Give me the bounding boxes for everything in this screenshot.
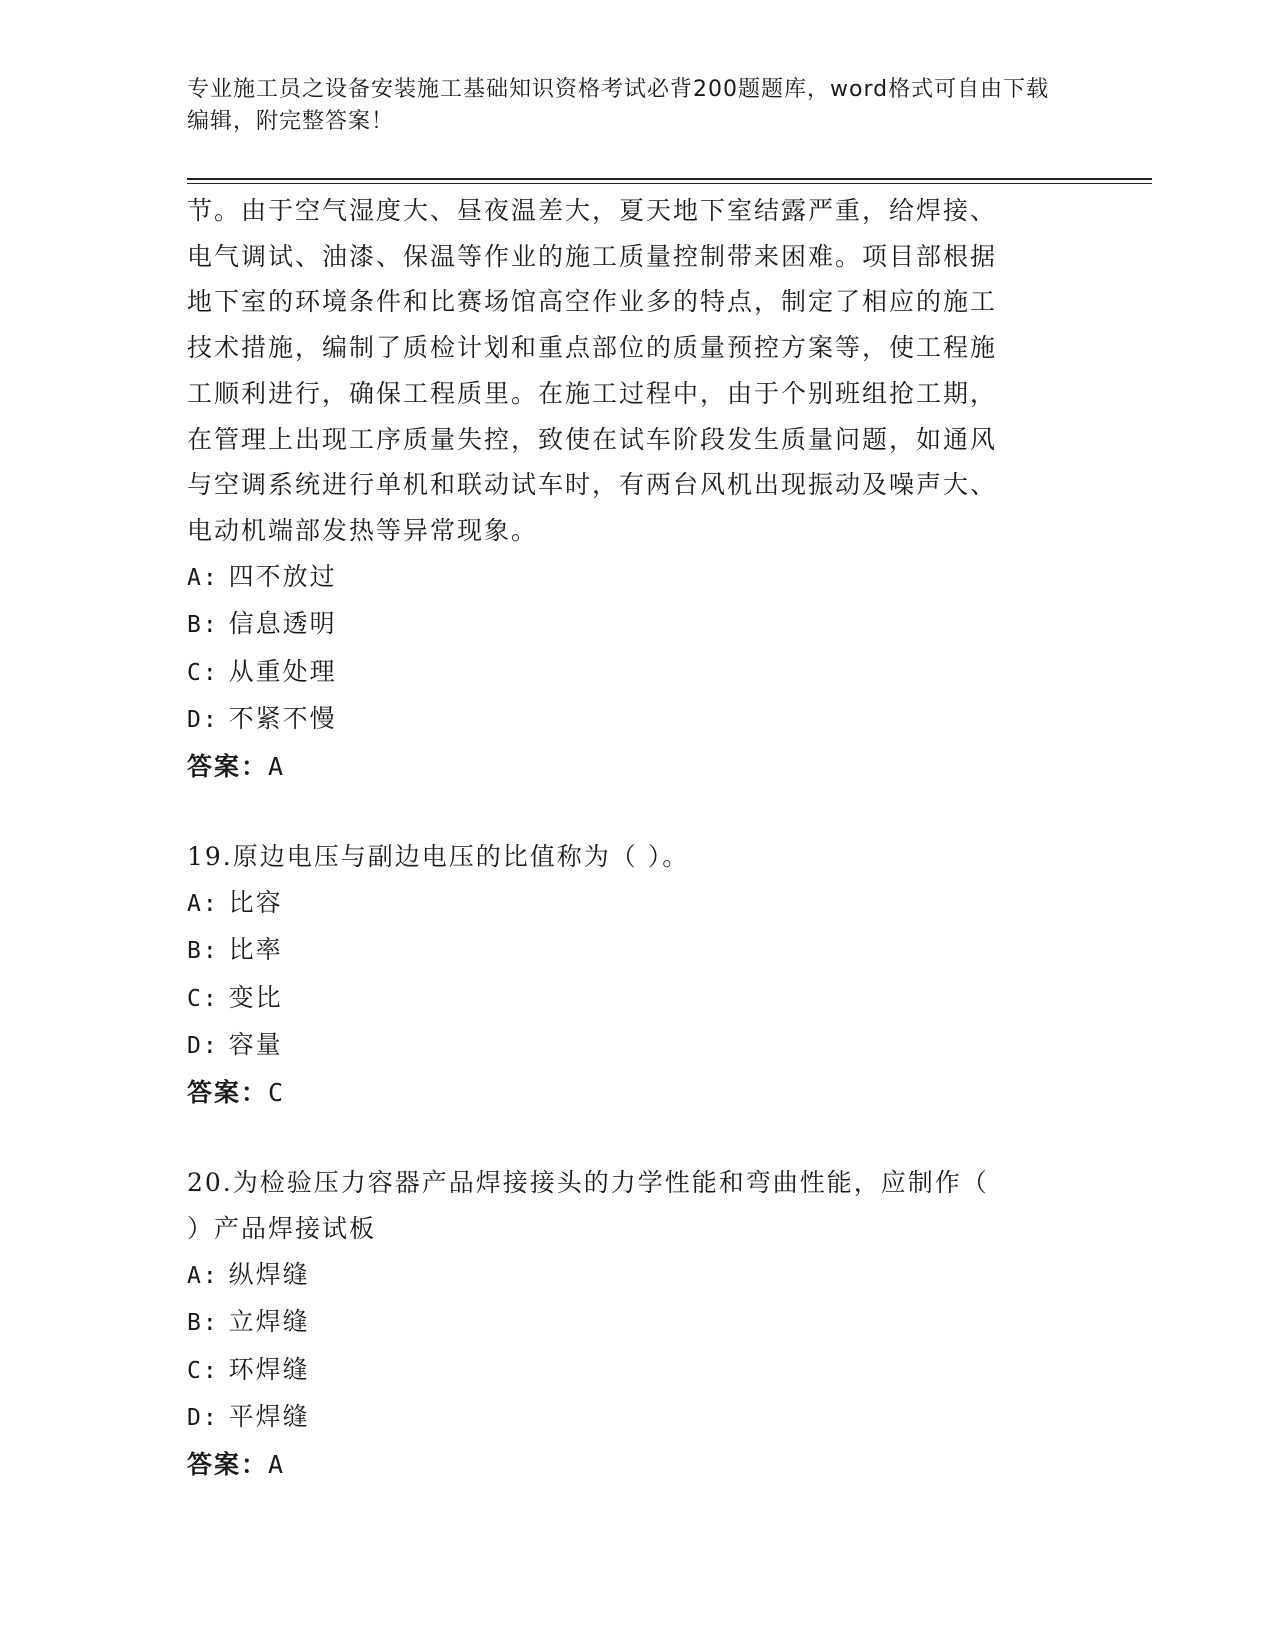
question-text: 19.原边电压与副边电压的比值称为（ ）。 [187, 842, 690, 872]
option-c [187, 975, 1067, 1023]
option-text: 从重处理 [228, 656, 337, 686]
option-letter: C: [187, 659, 219, 686]
option-b [187, 1299, 1067, 1347]
spacer [187, 789, 1067, 834]
question-text-line: 在管理上出现工序质量失控，致使在试车阶段发生质量问题，如通风 [187, 424, 998, 454]
option-text: 环焊缝 [228, 1354, 310, 1384]
option-letter: A: [187, 890, 219, 917]
option-letter: B: [187, 938, 219, 965]
option-c [187, 649, 1067, 697]
question-18 [187, 188, 1067, 789]
option-text: 立焊缝 [228, 1307, 310, 1337]
option-letter: D: [187, 1033, 219, 1060]
question-text-line: 工顺利进行，确保工程质里。在施工过程中，由于个别班组抢工期， [187, 378, 998, 408]
option-text: 比率 [228, 935, 283, 965]
option-c [187, 1347, 1067, 1395]
question-19 [187, 834, 1067, 1115]
question-text-line: 节。由于空气湿度大、昼夜温差大，夏天地下室结露严重，给焊接、 [187, 196, 998, 225]
option-letter: C: [187, 1357, 219, 1384]
option-letter: A: [187, 564, 219, 591]
option-text: 四不放过 [228, 561, 337, 591]
answer [187, 1442, 1067, 1488]
option-text: 比容 [228, 887, 283, 917]
option-letter: B: [187, 612, 219, 639]
header-divider-thick [187, 178, 1152, 180]
question-content [187, 188, 1067, 1487]
option-letter: D: [187, 707, 219, 734]
answer-label: 答案： [187, 751, 269, 781]
question-text-line: 电动机端部发热等异常现象。 [187, 515, 539, 545]
option-text: 平焊缝 [228, 1402, 310, 1432]
option-text: 不紧不慢 [228, 704, 337, 734]
question-text-line: ）产品焊接试板 [187, 1214, 377, 1244]
question-text-line: 与空调系统进行单机和联动试车时，有两台风机出现振动及噪声大、 [187, 470, 998, 500]
option-a [187, 1252, 1067, 1300]
answer-value: A [268, 1449, 286, 1479]
option-b [187, 927, 1067, 975]
option-d [187, 1022, 1067, 1070]
question-20 [187, 1160, 1067, 1487]
option-letter: B: [187, 1310, 219, 1337]
option-b [187, 601, 1067, 649]
answer-value: A [268, 751, 286, 781]
option-text: 纵焊缝 [228, 1259, 310, 1289]
option-a [187, 554, 1067, 602]
option-text: 变比 [228, 982, 283, 1012]
option-text: 容量 [228, 1030, 283, 1060]
answer [187, 1070, 1067, 1116]
option-letter: D: [187, 1405, 219, 1432]
option-letter: A: [187, 1262, 219, 1289]
header-divider-thin [187, 183, 1152, 184]
option-a [187, 880, 1067, 928]
question-text-line: 20.为检验压力容器产品焊接接头的力学性能和弯曲性能，应制作（ [187, 1168, 989, 1198]
option-text: 信息透明 [228, 609, 337, 639]
answer [187, 744, 1067, 790]
answer-label: 答案： [187, 1077, 269, 1107]
option-d [187, 696, 1067, 744]
option-d [187, 1394, 1067, 1442]
question-text-line: 地下室的环境条件和比赛场馆高空作业多的特点，制定了相应的施工 [187, 287, 998, 317]
document-header [187, 74, 1067, 138]
spacer [187, 1115, 1067, 1160]
answer-value: C [268, 1077, 286, 1107]
question-text-line: 技术措施，编制了质检计划和重点部位的质量预控方案等，使工程施 [187, 333, 998, 363]
header-title: 专业施工员之设备安装施工基础知识资格考试必背200题题库，word格式可自由下载编辑，附完整答案！ [187, 77, 1050, 134]
answer-label: 答案： [187, 1449, 269, 1479]
option-letter: C: [187, 985, 219, 1012]
question-text-line: 电气调试、油漆、保温等作业的施工质量控制带来困难。项目部根据 [187, 241, 998, 271]
